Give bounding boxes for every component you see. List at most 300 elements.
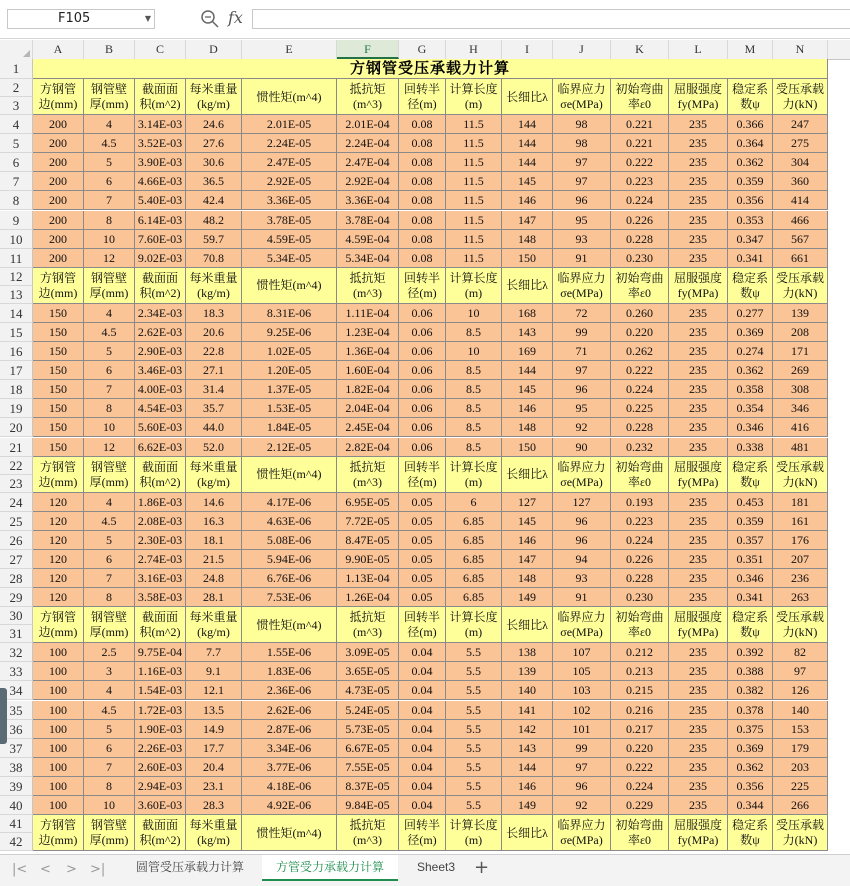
data-cell[interactable]: 21.5 <box>186 550 242 569</box>
data-cell[interactable]: 6.62E-03 <box>135 438 186 457</box>
row-header-16[interactable]: 16 <box>0 342 33 361</box>
header-cell[interactable] <box>399 815 446 851</box>
row-header-36[interactable]: 36 <box>0 720 33 739</box>
header-cell[interactable] <box>728 268 773 304</box>
data-cell[interactable]: 203 <box>773 758 828 777</box>
data-cell[interactable]: 235 <box>669 191 728 210</box>
select-all-corner[interactable] <box>0 40 33 59</box>
data-cell[interactable]: 8.5 <box>446 438 502 457</box>
data-cell[interactable]: 11.5 <box>446 249 502 268</box>
header-cell[interactable] <box>773 815 828 851</box>
data-cell[interactable]: 416 <box>773 418 828 437</box>
data-cell[interactable]: 18.1 <box>186 531 242 550</box>
data-cell[interactable]: 10 <box>446 304 502 323</box>
header-cell[interactable] <box>728 815 773 851</box>
header-cell[interactable] <box>84 79 135 115</box>
header-cell[interactable] <box>337 268 399 304</box>
data-cell[interactable]: 99 <box>553 323 611 342</box>
data-cell[interactable]: 8.5 <box>446 361 502 380</box>
data-cell[interactable]: 6 <box>84 361 135 380</box>
row-header-17[interactable]: 17 <box>0 361 33 380</box>
data-cell[interactable]: 0.04 <box>399 796 446 815</box>
row-header-26[interactable]: 26 <box>0 531 33 550</box>
data-cell[interactable]: 208 <box>773 323 828 342</box>
prev-sheet-icon[interactable]: < <box>40 862 51 877</box>
column-header-c[interactable]: C <box>135 40 186 59</box>
data-cell[interactable]: 2.34E-03 <box>135 304 186 323</box>
data-cell[interactable]: 8.47E-05 <box>337 531 399 550</box>
data-cell[interactable]: 6.85 <box>446 512 502 531</box>
data-cell[interactable]: 5.5 <box>446 662 502 681</box>
data-cell[interactable]: 235 <box>669 720 728 739</box>
data-cell[interactable]: 5.40E-03 <box>135 191 186 210</box>
header-cell[interactable] <box>446 79 502 115</box>
row-header-20[interactable]: 20 <box>0 418 33 437</box>
data-cell[interactable]: 2.47E-04 <box>337 153 399 172</box>
data-cell[interactable]: 235 <box>669 418 728 437</box>
data-cell[interactable]: 3.36E-04 <box>337 191 399 210</box>
data-cell[interactable]: 2.62E-06 <box>242 701 337 720</box>
data-cell[interactable]: 7 <box>84 569 135 588</box>
data-cell[interactable]: 2.45E-04 <box>337 418 399 437</box>
data-cell[interactable]: 5.24E-05 <box>337 701 399 720</box>
header-cell[interactable] <box>84 268 135 304</box>
header-cell[interactable] <box>446 607 502 643</box>
data-cell[interactable]: 5.34E-04 <box>337 249 399 268</box>
header-cell[interactable] <box>84 457 135 493</box>
data-cell[interactable]: 17.7 <box>186 739 242 758</box>
data-cell[interactable]: 82 <box>773 643 828 662</box>
data-cell[interactable]: 147 <box>502 550 553 569</box>
data-cell[interactable]: 95 <box>553 211 611 230</box>
data-cell[interactable]: 1.20E-05 <box>242 361 337 380</box>
data-cell[interactable]: 179 <box>773 739 828 758</box>
data-cell[interactable]: 235 <box>669 153 728 172</box>
header-cell[interactable] <box>186 815 242 851</box>
data-cell[interactable]: 0.224 <box>611 531 669 550</box>
header-cell[interactable] <box>669 79 728 115</box>
data-cell[interactable]: 1.84E-05 <box>242 418 337 437</box>
data-cell[interactable]: 0.354 <box>728 399 773 418</box>
data-cell[interactable]: 100 <box>33 720 84 739</box>
data-cell[interactable]: 150 <box>502 249 553 268</box>
data-cell[interactable]: 0.362 <box>728 153 773 172</box>
data-cell[interactable]: 235 <box>669 493 728 512</box>
data-cell[interactable]: 0.392 <box>728 643 773 662</box>
data-cell[interactable]: 8.5 <box>446 418 502 437</box>
data-cell[interactable]: 48.2 <box>186 211 242 230</box>
data-cell[interactable]: 144 <box>502 134 553 153</box>
data-cell[interactable]: 0.225 <box>611 399 669 418</box>
data-cell[interactable]: 0.06 <box>399 361 446 380</box>
header-cell[interactable] <box>135 268 186 304</box>
header-cell[interactable] <box>135 457 186 493</box>
data-cell[interactable]: 4.92E-06 <box>242 796 337 815</box>
data-cell[interactable]: 8 <box>84 777 135 796</box>
data-cell[interactable]: 235 <box>669 230 728 249</box>
data-cell[interactable]: 0.06 <box>399 323 446 342</box>
header-cell[interactable] <box>186 457 242 493</box>
data-cell[interactable]: 120 <box>33 569 84 588</box>
header-cell[interactable] <box>502 815 553 851</box>
row-header-28[interactable]: 28 <box>0 569 33 588</box>
data-cell[interactable]: 0.369 <box>728 739 773 758</box>
data-cell[interactable]: 98 <box>553 115 611 134</box>
data-cell[interactable]: 12 <box>84 438 135 457</box>
header-cell[interactable] <box>502 457 553 493</box>
row-header-25[interactable]: 25 <box>0 512 33 531</box>
data-cell[interactable]: 52.0 <box>186 438 242 457</box>
data-cell[interactable]: 24.6 <box>186 115 242 134</box>
data-cell[interactable]: 5.73E-05 <box>337 720 399 739</box>
row-header-23[interactable]: 23 <box>0 475 33 493</box>
data-cell[interactable]: 2.47E-05 <box>242 153 337 172</box>
data-cell[interactable]: 97 <box>553 153 611 172</box>
row-header-35[interactable]: 35 <box>0 701 33 720</box>
data-cell[interactable]: 100 <box>33 796 84 815</box>
data-cell[interactable]: 141 <box>502 701 553 720</box>
row-header-7[interactable]: 7 <box>0 172 33 191</box>
add-sheet-icon[interactable]: + <box>474 857 490 878</box>
data-cell[interactable]: 235 <box>669 643 728 662</box>
data-cell[interactable]: 120 <box>33 550 84 569</box>
data-cell[interactable]: 1.82E-04 <box>337 380 399 399</box>
header-cell[interactable] <box>611 815 669 851</box>
data-cell[interactable]: 1.11E-04 <box>337 304 399 323</box>
data-cell[interactable]: 5 <box>84 720 135 739</box>
header-cell[interactable] <box>242 815 337 851</box>
data-cell[interactable]: 235 <box>669 777 728 796</box>
row-header-9[interactable]: 9 <box>0 211 33 230</box>
data-cell[interactable]: 7 <box>84 191 135 210</box>
row-header-15[interactable]: 15 <box>0 323 33 342</box>
data-cell[interactable]: 11.5 <box>446 115 502 134</box>
data-cell[interactable]: 145 <box>502 172 553 191</box>
data-cell[interactable]: 4.00E-03 <box>135 380 186 399</box>
data-cell[interactable]: 0.224 <box>611 380 669 399</box>
data-cell[interactable]: 414 <box>773 191 828 210</box>
data-cell[interactable]: 0.04 <box>399 681 446 700</box>
header-cell[interactable] <box>553 815 611 851</box>
data-cell[interactable]: 1.26E-04 <box>337 588 399 607</box>
data-cell[interactable]: 3.16E-03 <box>135 569 186 588</box>
data-cell[interactable]: 0.262 <box>611 342 669 361</box>
column-header-g[interactable]: G <box>399 40 446 59</box>
header-cell[interactable] <box>728 79 773 115</box>
header-cell[interactable] <box>553 268 611 304</box>
sheet-title[interactable]: 方钢管受压承载力计算 <box>33 59 828 79</box>
row-header-24[interactable]: 24 <box>0 493 33 512</box>
data-cell[interactable]: 98 <box>553 134 611 153</box>
data-cell[interactable]: 9.84E-05 <box>337 796 399 815</box>
data-cell[interactable]: 0.212 <box>611 643 669 662</box>
data-cell[interactable]: 0.220 <box>611 323 669 342</box>
data-cell[interactable]: 120 <box>33 493 84 512</box>
data-cell[interactable]: 97 <box>553 758 611 777</box>
data-cell[interactable]: 149 <box>502 588 553 607</box>
data-cell[interactable]: 6 <box>84 172 135 191</box>
data-cell[interactable]: 8 <box>84 399 135 418</box>
data-cell[interactable]: 4.73E-05 <box>337 681 399 700</box>
data-cell[interactable]: 97 <box>553 172 611 191</box>
data-cell[interactable]: 31.4 <box>186 380 242 399</box>
data-cell[interactable]: 8 <box>84 211 135 230</box>
data-cell[interactable]: 2.5 <box>84 643 135 662</box>
name-box[interactable] <box>7 9 155 29</box>
data-cell[interactable]: 149 <box>502 796 553 815</box>
row-header-34[interactable]: 34 <box>0 681 33 700</box>
sheet-tab-2[interactable]: 方管受力承载力计算 <box>262 855 398 881</box>
data-cell[interactable]: 93 <box>553 569 611 588</box>
data-cell[interactable]: 7.55E-05 <box>337 758 399 777</box>
data-cell[interactable]: 225 <box>773 777 828 796</box>
data-cell[interactable]: 235 <box>669 512 728 531</box>
header-cell[interactable] <box>33 79 84 115</box>
data-cell[interactable]: 0.353 <box>728 211 773 230</box>
data-cell[interactable]: 13.5 <box>186 701 242 720</box>
row-header-40[interactable]: 40 <box>0 796 33 815</box>
data-cell[interactable]: 94 <box>553 550 611 569</box>
next-sheet-icon[interactable]: > <box>66 862 77 877</box>
data-cell[interactable]: 235 <box>669 323 728 342</box>
data-cell[interactable]: 235 <box>669 211 728 230</box>
header-cell[interactable] <box>611 268 669 304</box>
data-cell[interactable]: 28.1 <box>186 588 242 607</box>
data-cell[interactable]: 0.08 <box>399 230 446 249</box>
row-header-8[interactable]: 8 <box>0 191 33 210</box>
header-cell[interactable] <box>669 607 728 643</box>
data-cell[interactable]: 0.226 <box>611 211 669 230</box>
data-cell[interactable]: 1.55E-06 <box>242 643 337 662</box>
data-cell[interactable]: 2.01E-04 <box>337 115 399 134</box>
data-cell[interactable]: 23.1 <box>186 777 242 796</box>
data-cell[interactable]: 0.05 <box>399 588 446 607</box>
data-cell[interactable]: 200 <box>33 115 84 134</box>
data-cell[interactable]: 14.6 <box>186 493 242 512</box>
column-header-d[interactable]: D <box>186 40 242 59</box>
data-cell[interactable]: 0.217 <box>611 720 669 739</box>
data-cell[interactable]: 3.90E-03 <box>135 153 186 172</box>
data-cell[interactable]: 3.78E-05 <box>242 211 337 230</box>
spreadsheet-grid[interactable] <box>33 59 850 854</box>
data-cell[interactable]: 0.375 <box>728 720 773 739</box>
row-header-1[interactable]: 1 <box>0 59 33 79</box>
data-cell[interactable]: 148 <box>502 418 553 437</box>
data-cell[interactable]: 6.85 <box>446 550 502 569</box>
data-cell[interactable]: 0.193 <box>611 493 669 512</box>
data-cell[interactable]: 6 <box>84 739 135 758</box>
data-cell[interactable]: 5.5 <box>446 701 502 720</box>
data-cell[interactable]: 97 <box>773 662 828 681</box>
function-icon[interactable]: fx <box>228 8 243 27</box>
data-cell[interactable]: 100 <box>33 701 84 720</box>
row-header-10[interactable]: 10 <box>0 230 33 249</box>
data-cell[interactable]: 0.260 <box>611 304 669 323</box>
data-cell[interactable]: 4 <box>84 493 135 512</box>
data-cell[interactable]: 147 <box>502 211 553 230</box>
data-cell[interactable]: 3.60E-03 <box>135 796 186 815</box>
row-header-37[interactable]: 37 <box>0 739 33 758</box>
data-cell[interactable]: 247 <box>773 115 828 134</box>
data-cell[interactable]: 44.0 <box>186 418 242 437</box>
data-cell[interactable]: 8 <box>84 588 135 607</box>
data-cell[interactable]: 145 <box>502 380 553 399</box>
data-cell[interactable]: 5 <box>84 153 135 172</box>
data-cell[interactable]: 8.5 <box>446 399 502 418</box>
data-cell[interactable]: 0.453 <box>728 493 773 512</box>
data-cell[interactable]: 0.228 <box>611 569 669 588</box>
data-cell[interactable]: 6.76E-06 <box>242 569 337 588</box>
data-cell[interactable]: 138 <box>502 643 553 662</box>
data-cell[interactable]: 2.36E-06 <box>242 681 337 700</box>
data-cell[interactable]: 235 <box>669 380 728 399</box>
data-cell[interactable]: 2.92E-04 <box>337 172 399 191</box>
header-cell[interactable] <box>337 607 399 643</box>
header-cell[interactable] <box>399 268 446 304</box>
data-cell[interactable]: 275 <box>773 134 828 153</box>
data-cell[interactable]: 99 <box>553 739 611 758</box>
data-cell[interactable]: 120 <box>33 512 84 531</box>
data-cell[interactable]: 200 <box>33 230 84 249</box>
header-cell[interactable] <box>553 457 611 493</box>
chevron-down-icon[interactable]: ▼ <box>144 14 151 23</box>
data-cell[interactable]: 0.05 <box>399 550 446 569</box>
row-header-3[interactable]: 3 <box>0 97 33 115</box>
data-cell[interactable]: 2.82E-04 <box>337 438 399 457</box>
data-cell[interactable]: 3 <box>84 662 135 681</box>
row-header-22[interactable]: 22 <box>0 457 33 475</box>
data-cell[interactable]: 100 <box>33 662 84 681</box>
header-cell[interactable] <box>242 268 337 304</box>
row-header-30[interactable]: 30 <box>0 607 33 625</box>
data-cell[interactable]: 150 <box>33 304 84 323</box>
data-cell[interactable]: 5.94E-06 <box>242 550 337 569</box>
header-cell[interactable] <box>728 457 773 493</box>
data-cell[interactable]: 0.362 <box>728 361 773 380</box>
data-cell[interactable]: 11.5 <box>446 211 502 230</box>
header-cell[interactable] <box>399 79 446 115</box>
data-cell[interactable]: 0.232 <box>611 438 669 457</box>
data-cell[interactable]: 140 <box>773 701 828 720</box>
column-header-a[interactable]: A <box>33 40 84 59</box>
data-cell[interactable]: 0.382 <box>728 681 773 700</box>
row-header-42[interactable]: 42 <box>0 833 33 851</box>
data-cell[interactable]: 0.338 <box>728 438 773 457</box>
data-cell[interactable]: 0.06 <box>399 399 446 418</box>
data-cell[interactable]: 1.53E-05 <box>242 399 337 418</box>
data-cell[interactable]: 16.3 <box>186 512 242 531</box>
header-cell[interactable] <box>553 607 611 643</box>
data-cell[interactable]: 144 <box>502 115 553 134</box>
data-cell[interactable]: 176 <box>773 531 828 550</box>
data-cell[interactable]: 9.90E-05 <box>337 550 399 569</box>
data-cell[interactable]: 27.1 <box>186 361 242 380</box>
data-cell[interactable]: 4.63E-06 <box>242 512 337 531</box>
data-cell[interactable]: 0.215 <box>611 681 669 700</box>
data-cell[interactable]: 11.5 <box>446 191 502 210</box>
data-cell[interactable]: 10 <box>84 418 135 437</box>
data-cell[interactable]: 0.226 <box>611 550 669 569</box>
header-cell[interactable] <box>135 815 186 851</box>
header-cell[interactable] <box>399 607 446 643</box>
data-cell[interactable]: 3.46E-03 <box>135 361 186 380</box>
data-cell[interactable]: 0.277 <box>728 304 773 323</box>
data-cell[interactable]: 0.216 <box>611 701 669 720</box>
data-cell[interactable]: 0.341 <box>728 588 773 607</box>
sheet-tab-3[interactable]: Sheet3 <box>416 860 456 874</box>
column-header-e[interactable]: E <box>242 40 337 59</box>
data-cell[interactable]: 0.357 <box>728 531 773 550</box>
data-cell[interactable]: 24.8 <box>186 569 242 588</box>
column-header-k[interactable]: K <box>611 40 669 59</box>
data-cell[interactable]: 11.5 <box>446 230 502 249</box>
data-cell[interactable]: 0.388 <box>728 662 773 681</box>
data-cell[interactable]: 481 <box>773 438 828 457</box>
data-cell[interactable]: 92 <box>553 418 611 437</box>
data-cell[interactable]: 0.230 <box>611 588 669 607</box>
data-cell[interactable]: 263 <box>773 588 828 607</box>
row-header-11[interactable]: 11 <box>0 249 33 268</box>
data-cell[interactable]: 96 <box>553 191 611 210</box>
data-cell[interactable]: 2.04E-04 <box>337 399 399 418</box>
data-cell[interactable]: 100 <box>33 681 84 700</box>
data-cell[interactable]: 266 <box>773 796 828 815</box>
data-cell[interactable]: 1.36E-04 <box>337 342 399 361</box>
row-header-19[interactable]: 19 <box>0 399 33 418</box>
data-cell[interactable]: 3.34E-06 <box>242 739 337 758</box>
data-cell[interactable]: 72 <box>553 304 611 323</box>
data-cell[interactable]: 150 <box>33 380 84 399</box>
data-cell[interactable]: 235 <box>669 304 728 323</box>
data-cell[interactable]: 145 <box>502 512 553 531</box>
row-header-12[interactable]: 12 <box>0 268 33 286</box>
data-cell[interactable]: 346 <box>773 399 828 418</box>
data-cell[interactable]: 27.6 <box>186 134 242 153</box>
header-cell[interactable] <box>502 79 553 115</box>
header-cell[interactable] <box>669 457 728 493</box>
data-cell[interactable]: 0.229 <box>611 796 669 815</box>
data-cell[interactable]: 161 <box>773 512 828 531</box>
header-cell[interactable] <box>242 607 337 643</box>
data-cell[interactable]: 142 <box>502 720 553 739</box>
data-cell[interactable]: 0.222 <box>611 361 669 380</box>
data-cell[interactable]: 0.228 <box>611 230 669 249</box>
data-cell[interactable]: 236 <box>773 569 828 588</box>
data-cell[interactable]: 0.04 <box>399 758 446 777</box>
data-cell[interactable]: 1.83E-06 <box>242 662 337 681</box>
data-cell[interactable]: 10 <box>84 796 135 815</box>
data-cell[interactable]: 235 <box>669 569 728 588</box>
row-header-31[interactable]: 31 <box>0 625 33 643</box>
row-header-18[interactable]: 18 <box>0 380 33 399</box>
data-cell[interactable]: 0.366 <box>728 115 773 134</box>
data-cell[interactable]: 0.06 <box>399 380 446 399</box>
data-cell[interactable]: 0.222 <box>611 153 669 172</box>
data-cell[interactable]: 97 <box>553 361 611 380</box>
data-cell[interactable]: 150 <box>33 361 84 380</box>
header-cell[interactable] <box>337 79 399 115</box>
row-header-39[interactable]: 39 <box>0 777 33 796</box>
data-cell[interactable]: 144 <box>502 361 553 380</box>
data-cell[interactable]: 120 <box>33 588 84 607</box>
data-cell[interactable]: 0.220 <box>611 739 669 758</box>
data-cell[interactable]: 4.5 <box>84 323 135 342</box>
header-cell[interactable] <box>728 607 773 643</box>
data-cell[interactable]: 200 <box>33 134 84 153</box>
data-cell[interactable]: 6 <box>446 493 502 512</box>
data-cell[interactable]: 200 <box>33 191 84 210</box>
data-cell[interactable]: 14.9 <box>186 720 242 739</box>
